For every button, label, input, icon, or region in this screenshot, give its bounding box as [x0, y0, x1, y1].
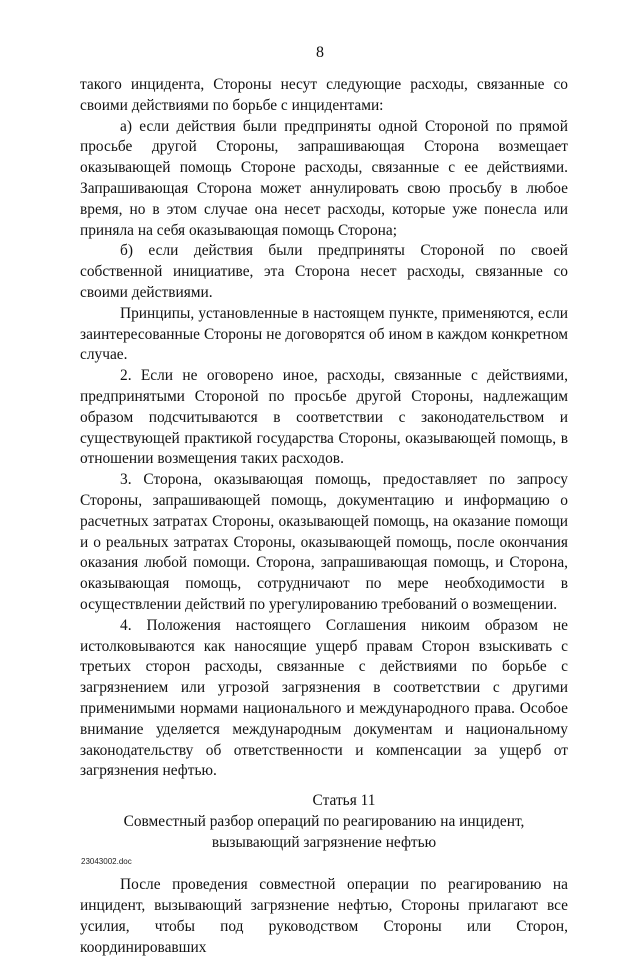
paragraph-item-b: б) если действия были предприняты Стороной по своей собственной инициативе, эта Сторона несет расходы, связанные со своими действиями.	[80, 242, 568, 301]
paragraph-item-a: а) если действия были предприняты одной Стороной по прямой просьбе другой Стороны, запрашивающая Сторона возмещает оказывающей помощь Стороне расходы, связанные с ее действиями. Запрашивающая Сторона может аннулировать свою просьбу в любое время, но в этом случае она несет расходы, которые уже понесла или приняла на себя оказывающая помощь Сторона;	[80, 117, 568, 239]
article-title	[80, 812, 568, 854]
article-title-line-1: Совместный разбор операций по реагированию на инцидент,	[123, 812, 525, 830]
paragraph-continuation: такого инцидента, Стороны несут следующие расходы, связанные со своими действиями по борьбе с инцидентами:	[80, 76, 568, 114]
paragraph-clause-2: 2. Если не оговорено иное, расходы, связанные с действиями, предпринятыми Стороной по просьбе другой Стороны, надлежащим образом подсчитываются в соответствии с законодательством и существующей практикой государства Стороны, оказывающей помощь, в отношении возмещения таких расходов.	[80, 367, 568, 468]
page-number: 8	[316, 44, 324, 61]
article-body-paragraph: После проведения совместной операции по реагированию на инцидент, вызывающий загрязнение нефтью, Стороны прилагают все усилия, чтобы под руководством Стороны или Сторон, координировавших	[80, 876, 568, 956]
document-body	[80, 75, 568, 959]
paragraph-principles: Принципы, установленные в настоящем пункте, применяются, если заинтересованные Стороны не договорятся об ином в каждом конкретном случае.	[80, 304, 568, 364]
paragraph-clause-3: 3. Сторона, оказывающая помощь, предоставляет по запросу Стороны, запрашивающей помощь, документацию и информацию о расчетных затратах Стороны, оказывающей помощь, на оказание помощи и о реальных затратах Стороны, оказывающей помощь, после окончания оказания любой помощи. Сторона, запрашивающая помощь, и Сторона, оказывающая помощь, сотрудничают по мере необходимости в осуществлении действий по урегулированию требований о возмещении.	[80, 471, 568, 613]
document-reference: 23043002.doc	[81, 857, 132, 866]
article-title-line-2: вызывающий загрязнение нефтью	[211, 833, 437, 851]
article-heading: Статья 11	[312, 792, 376, 810]
paragraph-clause-4: 4. Положения настоящего Соглашения никоим образом не истолковываются как наносящие ущерб правам Сторон взыскивать с третьих сторон расходы, связанные с действиями по борьбе с загрязнением или угрозой загрязнения в соответствии с другими применимыми нормами национального и международного права. Особое внимание уделяется международным документам и национальному законодательству об ответственности и компенсации за ущерб от загрязнения нефтью.	[80, 616, 568, 780]
